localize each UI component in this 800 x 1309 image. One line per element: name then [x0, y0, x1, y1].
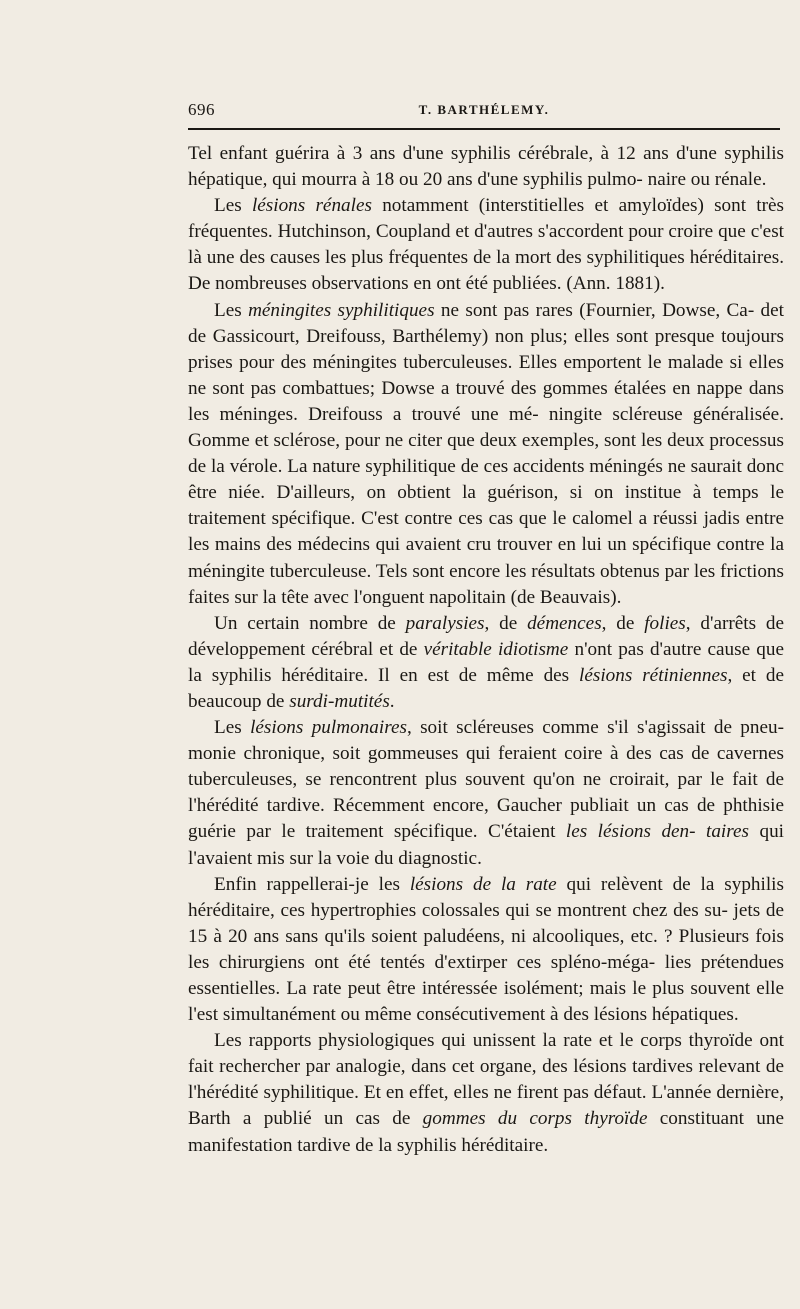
running-head: T. BARTHÉLEMY. — [418, 102, 550, 117]
text-run: , et de beaucoup de — [188, 664, 785, 712]
text-run: constituant une manifestation tardive de la syphilis héréditaire. — [188, 1108, 784, 1156]
page-number: 696 — [188, 100, 215, 119]
italic-term: véritable idiotisme — [423, 638, 569, 660]
italic-term: lésions de la rate — [409, 873, 557, 895]
header-rule — [188, 128, 780, 130]
page-header — [188, 100, 780, 126]
text-run: Les — [214, 299, 249, 321]
text-run: Les — [214, 717, 251, 739]
italic-term: folies — [644, 612, 686, 634]
italic-term: surdi-mutités — [289, 690, 390, 712]
text-run: , d'arrêts de développement cérébral et de — [188, 612, 784, 660]
italic-term: lésions rétiniennes — [579, 664, 728, 686]
italic-term: gommes du corps thyroïde — [422, 1108, 648, 1130]
paragraph — [188, 872, 784, 1029]
paragraph — [188, 193, 784, 297]
text-run: ne sont pas rares (Fournier, Dowse, Ca- det de Gassicourt, Dreifouss, Barthélemy) non plus; elles sont presque toujours prises pour des méningites tuberculeuses. Elles emportent le malade si elles ne sont pas combattues; Dowse a trouvé des gommes étalées en nappe dans les méninges. Dreifouss a trouvé une mé- ningite scléreuse généralisée. Gomme et sclérose, pour ne citer que deux exemples, sont les deux processus de la vérole. La nature syphilitique de ces accidents méningés ne saurait donc être niée. D'ailleurs, on obtient la guérison, si on institue à temps le traitement spécifique. C'est contre ces cas que le calomel a réussi jadis entre les mains des médecins qui avaient cru trouver en lui un spécifique contre la méningite tuberculeuse. Tels sont encore les résultats obtenus par les frictions faites sur la tête avec l'onguent napolitain (de Beauvais). — [188, 299, 784, 608]
text-run: n'ont pas d'autre cause que la syphilis héréditaire. Il en est de même des — [188, 638, 784, 686]
text-run: Tel enfant guérira à 3 ans d'une syphilis cérébrale, à 12 ans d'une syphilis hépatique, qui mourra à 18 ou 20 ans d'une syphilis pulmo- naire ou rénale. — [188, 143, 784, 191]
paragraph — [188, 298, 784, 611]
text-run: Un certain nombre de — [214, 612, 406, 634]
text-run: , soit scléreuses comme s'il s'agissait de pneu- monie chronique, soit gommeuses qui feraient coire à des cas de cavernes tuberculeuses, se rencontrent plus souvent qu'on ne croirait, par le fait de l'hérédité tardive. Récemment encore, Gaucher publiait un cas de phthisie guérie par le traitement spécifique. C'étaient — [188, 717, 784, 843]
text-run: Les rapports physiologiques qui unissent la rate et le corps thyroïde ont fait rechercher par analogie, dans cet organe, des lésions tardives relevant de l'hérédité syphilitique. Et en effet, elles ne firent pas défaut. L'année dernière, Barth a publié un cas de — [188, 1030, 784, 1130]
paragraph — [188, 141, 784, 193]
text-run: qui relèvent de la syphilis héréditaire, ces hypertrophies colossales qui se montrent chez des su- jets de 15 à 20 ans sans qu'ils soient paludéens, ni alcooliques, etc. ? Plusieurs fois les chirurgiens ont été tentés d'extirper ces spléno-méga- lies prétendues essentielles. La rate peut être intéressée isolément; mais le plus souvent elle l'est simultanément ou même consécutivement à des lésions hépatiques. — [188, 873, 784, 1026]
text-run: Enfin rappellerai-je les — [214, 873, 410, 895]
italic-term: paralysies — [405, 612, 485, 634]
text-run: Les — [214, 195, 252, 217]
text-run: notamment (interstitielles et amyloïdes) sont très fréquentes. Hutchinson, Coupland et d'autres s'accordent pour croire que c'est là une des causes les plus fréquentes de la mort des syphilitiques héréditaires. De nombreuses observations en ont été publiées. (Ann. 1881). — [188, 195, 784, 295]
italic-term: démences — [527, 612, 602, 634]
text-run: . — [389, 690, 395, 712]
italic-term: lésions rénales — [251, 195, 372, 217]
paragraph — [188, 715, 784, 872]
paragraph — [188, 1028, 784, 1158]
paragraph — [188, 611, 784, 715]
body-text — [188, 141, 784, 1159]
text-run: , de — [484, 612, 528, 634]
text-run: , de — [601, 612, 645, 634]
italic-term: méningites syphilitiques — [248, 299, 435, 321]
text-run: qui l'avaient mis sur la voie du diagnostic. — [188, 821, 784, 869]
italic-term: lésions pulmonaires — [250, 717, 407, 739]
italic-term: les lésions den- taires — [565, 821, 750, 843]
